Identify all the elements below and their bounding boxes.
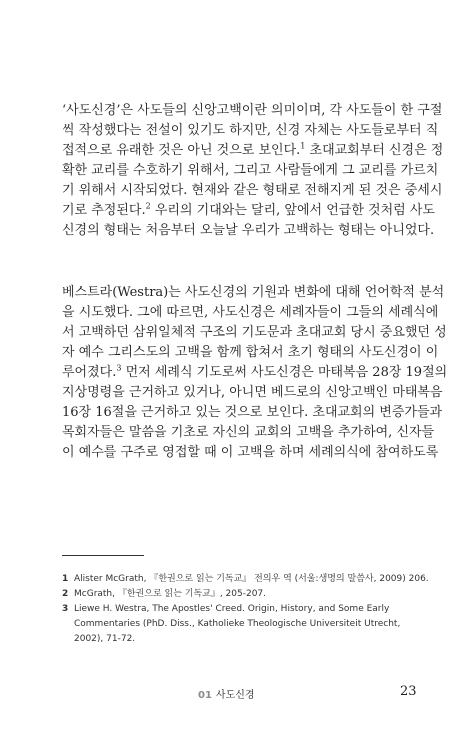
page-footer bbox=[0, 684, 470, 704]
chapter-title: 사도신경 bbox=[215, 690, 255, 701]
text-line: 신경의 형태는 처음부터 오늘날 우리가 고백하는 형태는 아니었다. bbox=[62, 223, 435, 238]
text-span: 기로 추정된다. bbox=[62, 203, 146, 218]
footnote-divider bbox=[62, 555, 144, 556]
footnote-number: 2 bbox=[62, 589, 69, 599]
text-span: 접적으로 유래한 것은 아닌 것으로 보인다. bbox=[62, 143, 301, 158]
text-line: 지상명령을 근거하고 있거나, 아니면 베드로의 신앙고백인 마태복음 bbox=[62, 385, 443, 400]
text-line: ‘사도신경’은 사도들의 신앙고백이란 의미이며, 각 사도들이 한 구절 bbox=[62, 103, 443, 118]
text-span: 먼저 세례식 기도로써 사도신경은 마태복음 28장 19절의 bbox=[121, 365, 448, 380]
text-line: 씩 작성했다는 전설이 있기도 하지만, 신경 자체는 사도들로부터 직 bbox=[62, 123, 439, 138]
footnote-number: 3 bbox=[62, 604, 69, 614]
chapter-number: 01 bbox=[198, 690, 212, 701]
footnote-number: 1 bbox=[62, 574, 69, 584]
footnote-ref-2[interactable]: 2 bbox=[145, 201, 151, 211]
footnote-text: Liewe H. Westra, The Apostles' Creed. Origin, History, and Some Early bbox=[74, 604, 390, 614]
text-line: 을 시도했다. 그에 따르면, 사도신경은 세례자들이 그들의 세례식에 bbox=[62, 305, 439, 320]
text-span: 초대교회부터 신경은 정 bbox=[305, 143, 444, 158]
running-footer bbox=[198, 686, 255, 701]
footnote-ref-1[interactable]: 1 bbox=[300, 141, 306, 151]
text-line: 기 위해서 시작되었다. 현재와 같은 형태로 전해지게 된 것은 중세시 bbox=[62, 183, 443, 198]
text-line: 목회자들은 말씀을 기초로 자신의 교회의 고백을 추가하여, 신자들 bbox=[62, 425, 435, 440]
footnote-text: McGrath, 『한권으로 읽는 기독교』, 205-207. bbox=[74, 589, 267, 599]
paragraph-2 bbox=[62, 283, 448, 463]
text-line: 확한 교리를 수호하기 위해서, 그리고 사람들에게 그 교리를 가르치 bbox=[62, 163, 439, 178]
footnote-1 bbox=[62, 572, 429, 587]
text-line: 자 예수 그리스도의 고백을 함께 합쳐서 초기 형태의 사도신경이 이 bbox=[62, 345, 439, 360]
paragraph-1 bbox=[62, 101, 444, 241]
text-line: 베스트라(Westra)는 사도신경의 기원과 변화에 대해 언어학적 분석 bbox=[62, 285, 445, 300]
text-line bbox=[62, 141, 444, 161]
footnotes bbox=[62, 572, 429, 647]
footnote-text: Alister McGrath, 『한권으로 읽는 기독교』 전의우 역 (서울:생명의 말씀사, 2009) 206. bbox=[74, 574, 429, 584]
page-number: 23 bbox=[400, 684, 417, 699]
footnote-3 bbox=[62, 602, 412, 647]
footnote-2 bbox=[62, 587, 412, 602]
footnote-text: Commentaries (PhD. Diss., Katholieke Theologische Universiteit Utrecht, bbox=[74, 619, 401, 629]
text-line bbox=[62, 201, 435, 221]
footnote-text: 2002), 71-72. bbox=[74, 634, 136, 644]
text-line: 16장 16절을 근거하고 있는 것으로 보인다. 초대교회의 변증가들과 bbox=[62, 405, 443, 420]
text-line: 이 예수를 구주로 영접할 때 이 고백을 하며 세례의식에 참여하도록 bbox=[62, 445, 439, 460]
text-line bbox=[62, 363, 448, 383]
text-line: 서 고백하던 삼위일체적 구조의 기도문과 초대교회 당시 중요했던 성 bbox=[62, 325, 447, 340]
footnote-ref-3[interactable]: 3 bbox=[116, 363, 122, 373]
text-span: 우리의 기대와는 달리, 앞에서 언급한 것처럼 사도 bbox=[150, 203, 435, 218]
text-span: 루어졌다. bbox=[62, 365, 117, 380]
